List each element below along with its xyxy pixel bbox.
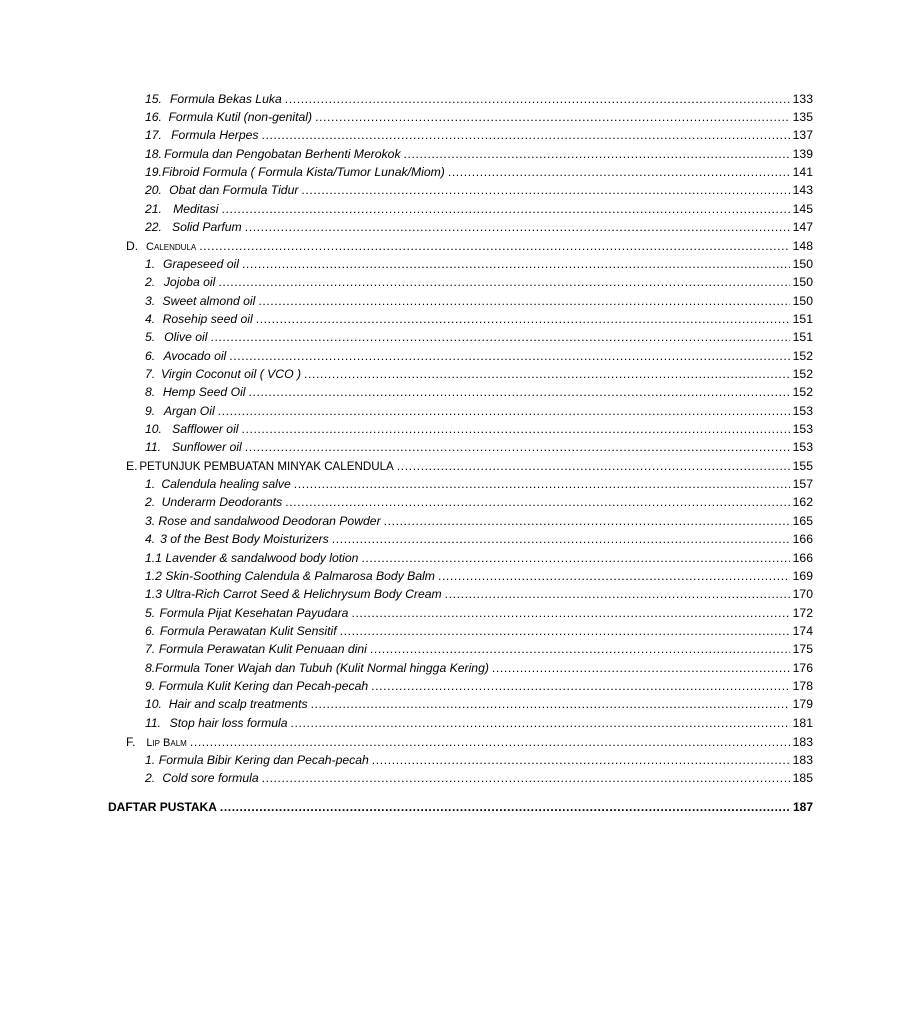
entry-page: 145 — [792, 202, 813, 216]
entry-title: Stop hair loss formula — [169, 716, 288, 730]
toc-entry[interactable] — [145, 585, 813, 603]
entry-title: Solid Parfum — [171, 220, 242, 234]
toc-entry[interactable] — [145, 695, 813, 713]
entry-title: Formula Herpes — [171, 128, 259, 142]
section-title: Lip Balm — [146, 737, 187, 749]
entry-page: 147 — [792, 220, 813, 234]
entry-page: 181 — [792, 716, 813, 730]
entry-page: 153 — [792, 404, 813, 418]
entry-number: 22. — [145, 220, 162, 234]
entry-page: 150 — [792, 294, 813, 308]
entry-title: Fibroid Formula ( Formula Kista/Tumor Lunak/Miom) — [161, 165, 445, 179]
entry-page: 143 — [792, 183, 813, 197]
entry-number: 17. — [145, 128, 162, 142]
entry-page: 148 — [792, 239, 813, 253]
entry-title: Formula Kulit Kering dan Pecah-pecah — [158, 679, 369, 693]
entry-page: 150 — [792, 257, 813, 271]
entry-title: Formula Perawatan Kulit Sensitif — [159, 624, 337, 638]
toc-entry[interactable] — [145, 383, 813, 401]
entry-number: 10. — [145, 422, 162, 436]
entry-title: Formula dan Pengobatan Berhenti Merokok — [164, 147, 401, 161]
entry-number: 5. — [145, 330, 156, 344]
entry-number: 16. — [145, 110, 162, 124]
toc-entry[interactable] — [145, 549, 813, 567]
toc-entry[interactable] — [145, 273, 813, 291]
toc-entry[interactable] — [145, 347, 813, 365]
entry-title: Jojoba oil — [163, 275, 216, 289]
toc-entry[interactable] — [145, 126, 813, 144]
entry-page: 135 — [792, 110, 813, 124]
toc-entry[interactable] — [145, 640, 813, 658]
entry-number: 15. — [145, 92, 162, 106]
toc-entry[interactable] — [145, 512, 813, 530]
entry-page: 183 — [792, 735, 813, 749]
entry-page: 141 — [792, 165, 813, 179]
entry-title: 1.2 Skin-Soothing Calendula & Palmarosa Body Balm — [145, 569, 435, 583]
toc-entry[interactable] — [145, 567, 813, 585]
section-title: PETUNJUK PEMBUATAN MINYAK CALENDULA — [139, 460, 394, 473]
entry-title: Olive oil — [164, 330, 208, 344]
entry-number: 3. — [145, 294, 156, 308]
entry-number: 21. — [145, 202, 162, 216]
entry-title: Formula Perawatan Kulit Penuaan dini — [158, 642, 367, 656]
toc-entry[interactable] — [145, 200, 813, 218]
entry-page: 175 — [792, 642, 813, 656]
entry-title: Cold sore formula — [162, 771, 259, 785]
toc-section-e[interactable] — [126, 457, 813, 475]
toc-entry[interactable] — [145, 714, 813, 732]
toc-entry[interactable] — [145, 328, 813, 346]
entry-number: 2. — [145, 771, 156, 785]
entry-title: Virgin Coconut oil ( VCO ) — [161, 367, 301, 381]
entry-page: 152 — [792, 349, 813, 363]
entry-page: 157 — [792, 477, 813, 491]
section-letter: E. — [126, 459, 138, 473]
section-letter: D. — [126, 239, 139, 253]
toc-entry[interactable] — [145, 181, 813, 199]
entry-page: 153 — [792, 440, 813, 454]
entry-number: 9. — [145, 404, 156, 418]
toc-entry[interactable] — [145, 365, 813, 383]
toc-entry[interactable] — [145, 163, 813, 181]
entry-number: 1. — [145, 753, 156, 767]
toc-entry[interactable] — [145, 622, 813, 640]
toc-entry[interactable] — [145, 292, 813, 310]
toc-entry[interactable] — [145, 90, 813, 108]
toc-entry[interactable] — [145, 108, 813, 126]
entry-page: 172 — [792, 606, 813, 620]
entry-title: Calendula healing salve — [161, 477, 291, 491]
entry-page: 151 — [792, 330, 813, 344]
entry-page: 170 — [792, 587, 813, 601]
entry-title: Argan Oil — [163, 404, 215, 418]
entry-page: 169 — [792, 569, 813, 583]
entry-number: 2. — [145, 275, 156, 289]
toc-section-f[interactable] — [126, 733, 813, 751]
entry-page: 174 — [792, 624, 813, 638]
entry-title: Rosehip seed oil — [162, 312, 253, 326]
entry-number: 6. — [145, 349, 156, 363]
entry-page: 153 — [792, 422, 813, 436]
entry-page: 178 — [792, 679, 813, 693]
toc-entry[interactable] — [145, 145, 813, 163]
entry-title: Hemp Seed Oil — [162, 385, 246, 399]
entry-page: 185 — [792, 771, 813, 785]
entry-page: 137 — [792, 128, 813, 142]
entry-page: 165 — [792, 514, 813, 528]
entry-title: Formula Pijat Kesehatan Payudara — [159, 606, 349, 620]
entry-page: 162 — [792, 495, 813, 509]
entry-page: 139 — [792, 147, 813, 161]
entry-title: 1.3 Ultra-Rich Carrot Seed & Helichrysum Body Cream — [145, 587, 442, 601]
toc-bibliography[interactable] — [108, 798, 813, 816]
entry-number: 18. — [145, 147, 162, 161]
entry-number: 5. — [145, 606, 156, 620]
entry-page: 176 — [792, 661, 813, 675]
entry-number: 11. — [145, 440, 162, 454]
entry-page: 183 — [792, 753, 813, 767]
entry-title: Hair and scalp treatments — [168, 697, 308, 711]
entry-page: 155 — [792, 459, 813, 473]
entry-title: Formula Bekas Luka — [169, 92, 282, 106]
entry-number: 1. — [145, 477, 156, 491]
entry-title: Formula Kutil (non-genital) — [168, 110, 313, 124]
entry-number: 1. — [145, 257, 156, 271]
entry-number: 8. — [145, 385, 156, 399]
toc-entry[interactable] — [145, 475, 813, 493]
entry-number: 9. — [145, 679, 156, 693]
entry-title: 1.1 Lavender & sandalwood body lotion — [145, 551, 359, 565]
entry-title: Sweet almond oil — [162, 294, 256, 308]
toc-entry[interactable] — [145, 420, 813, 438]
toc-entry[interactable] — [145, 604, 813, 622]
entry-page: 179 — [792, 697, 813, 711]
entry-page: 151 — [792, 312, 813, 326]
entry-number: 2. — [145, 495, 156, 509]
section-title: Calendula — [146, 241, 197, 253]
entry-title: 3 of the Best Body Moisturizers — [160, 532, 329, 546]
entry-number: 20. — [145, 183, 162, 197]
entry-title: Obat dan Formula Tidur — [169, 183, 299, 197]
entry-number: 11. — [145, 716, 162, 730]
entry-title: Avocado oil — [163, 349, 227, 363]
entry-page: 166 — [792, 551, 813, 565]
entry-number: 7. — [145, 367, 156, 381]
toc-entry[interactable] — [145, 751, 813, 769]
toc-entry[interactable] — [145, 677, 813, 695]
toc-entry[interactable] — [145, 530, 813, 548]
toc-entry[interactable] — [145, 438, 813, 456]
toc-section-d[interactable] — [126, 237, 813, 255]
entry-page: 150 — [792, 275, 813, 289]
toc-entry[interactable] — [145, 769, 813, 787]
toc-entry[interactable] — [145, 310, 813, 328]
entry-title: Meditasi — [173, 202, 219, 216]
toc-entry[interactable] — [145, 255, 813, 273]
entry-page: 152 — [792, 367, 813, 381]
entry-number: 4. — [145, 312, 156, 326]
entry-number: 10. — [145, 697, 162, 711]
toc-entry[interactable] — [145, 493, 813, 511]
toc-entry[interactable] — [145, 218, 813, 236]
toc-entry[interactable] — [145, 402, 813, 420]
entry-title: Safflower oil — [172, 422, 239, 436]
entry-title: Grapeseed oil — [163, 257, 239, 271]
entry-number: 4. — [145, 532, 156, 546]
entry-page: 133 — [792, 92, 813, 106]
entry-title: Underarm Deodorants — [161, 495, 283, 509]
entry-title: Sunflower oil — [171, 440, 242, 454]
entry-page: 152 — [792, 385, 813, 399]
entry-number: 19. — [145, 165, 162, 179]
entry-page: 187 — [792, 800, 813, 814]
section-letter: F. — [126, 735, 136, 749]
entry-title: Formula Toner Wajah dan Tubuh (Kulit Normal hingga Kering) — [155, 661, 489, 675]
entry-number: 3. — [145, 514, 156, 528]
toc-entry[interactable] — [145, 659, 813, 677]
bibliography-title: DAFTAR PUSTAKA — [108, 800, 217, 814]
entry-number: 7. — [145, 642, 156, 656]
entry-title: Rose and sandalwood Deodoran Powder — [158, 514, 381, 528]
entry-number: 8. — [145, 661, 156, 675]
entry-title: Formula Bibir Kering dan Pecah-pecah — [158, 753, 369, 767]
entry-page: 166 — [792, 532, 813, 546]
entry-number: 6. — [145, 624, 156, 638]
